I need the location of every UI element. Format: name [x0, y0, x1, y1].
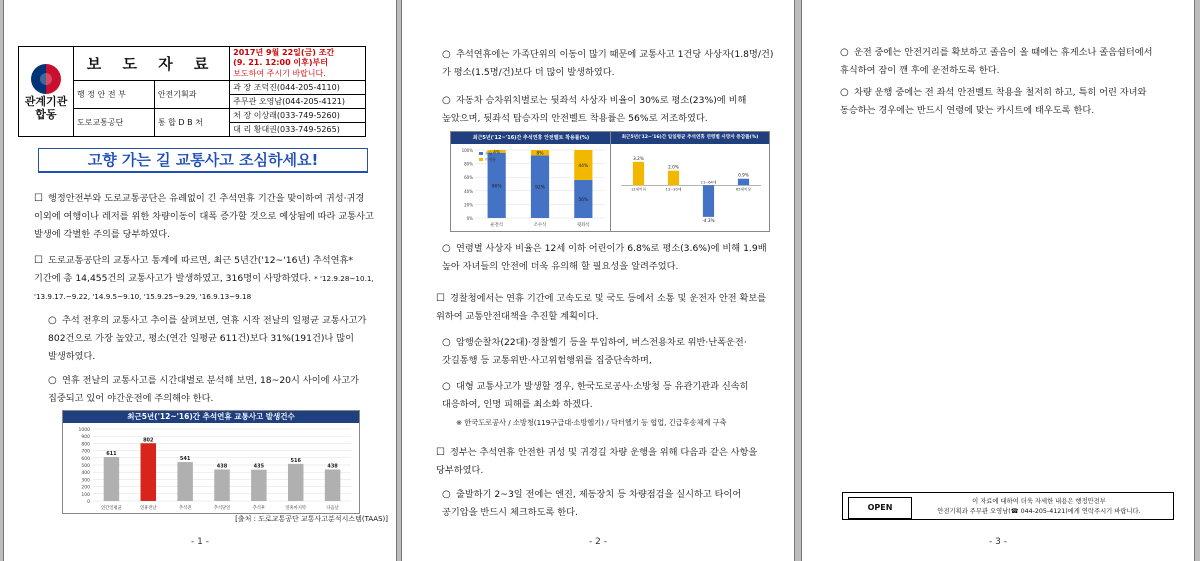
open-license-text: 이 자료에 대하여 더욱 자세한 내용은 행정안전부 안전기획과 주무관 오영남(☎ 044-205-4121)에게 연락주시기 바랍니다.: [937, 498, 1141, 515]
paragraph-3: ○ 추석 전후의 교통사고 추이를 살펴보면, 연휴 시작 전날의 일평균 교통사고가 802건으로 가장 높았고, 평소(연간 일평균 611건)보다 31%(191건)나 많이 발생하였다.: [48, 312, 374, 366]
p2-paragraph-6: ○ 대형 교통사고가 발생할 경우, 한국도로공사·소방청 등 유관기관과 신속히 대응하여, 인명 피해를 최소화 하겠다. ※ 한국도로공사 / 소방청(119구급대·소방헬기) / 닥터헬기 등 협업, 긴급후송체계 구축: [442, 378, 776, 432]
data-label: 438: [327, 463, 338, 470]
circle-bullet-icon: ○: [840, 47, 849, 58]
y-tick-label: 20%: [464, 202, 473, 208]
data-label: 541: [179, 456, 191, 463]
org-1: 행 정 안 전 부: [74, 81, 155, 109]
seatbelt-chart: [450, 131, 612, 232]
page-number: - 1 -: [191, 537, 209, 547]
bar: [325, 469, 340, 501]
y-tick-label: 100: [81, 492, 90, 498]
bar: [141, 443, 156, 501]
fatality-chart-svg: [611, 144, 769, 230]
circle-bullet-icon: ○: [48, 375, 57, 386]
legend-swatch: [479, 152, 483, 155]
open-license-logo: OPEN: [848, 497, 912, 519]
paragraph-2: ☐ 도로교통공단의 교통사고 통계에 따르면, 최근 5년간('12~'16년) 추석연휴* 기간에 총 14,455건의 교통사고가 발생하였고, 316명이 사망하였다. * '12.9.28~10.1, '13.9.17.~9.22, '14.9.5~9.10, '15.9.25~9.29, '16.9.13~9.18: [34, 252, 374, 306]
x-tick-label: 연휴마지막: [285, 506, 307, 511]
square-bullet-icon: ☐: [436, 293, 445, 304]
y-tick-label: 200: [81, 485, 90, 491]
fatality-chart: [610, 131, 770, 232]
contact-4: 대 리 황대권(033-749-5265): [230, 123, 366, 137]
x-tick-label: 추석전: [178, 506, 192, 511]
fatality-chart-title: 최근5년('12~'16)간 일일평균 추석연휴 연령별 사망자 증감률(%): [611, 132, 769, 144]
y-tick-label: 600: [81, 456, 90, 462]
bar: [214, 469, 229, 501]
page-number: - 3 -: [989, 537, 1007, 547]
bar: [703, 185, 714, 217]
p2-paragraph-2: ○ 자동차 승차위치별로는 뒷좌석 사상자 비율이 30%로 평소(23%)에 비해 높았으며, 뒷좌석 탑승자의 안전벨트 착용률은 56%로 저조하였다.: [442, 92, 776, 128]
x-tick-label: 연휴전날: [139, 506, 157, 511]
bar: [177, 462, 192, 501]
contact-1: 과 장 조덕진(044-205-4110): [230, 81, 366, 95]
data-label: 44%: [578, 163, 589, 169]
circle-bullet-icon: ○: [840, 87, 849, 98]
page-1: [3, 0, 397, 561]
p3-paragraph-1: ○ 운전 중에는 안전거리를 확보하고 졸음이 올 때에는 휴게소나 졸음쉼터에서 휴식하여 잠이 깬 후에 운전하도록 한다.: [840, 44, 1174, 80]
data-label: 435: [253, 463, 265, 470]
bar: [104, 457, 119, 501]
government-emblem-icon: [31, 64, 61, 94]
y-tick-label: 300: [81, 478, 90, 484]
x-tick-label: 21~64세: [700, 180, 717, 185]
contact-3: 처 장 이상래(033-749-5260): [230, 109, 366, 123]
x-tick-label: 추석당일: [213, 506, 231, 511]
square-bullet-icon: ☐: [436, 447, 445, 458]
dept-1: 안전기획과: [154, 81, 229, 109]
p3-paragraph-2: ○ 차량 운행 중에는 전 좌석 안전벨트 착용을 철저히 하고, 특히 어린 자녀와 동승하는 경우에는 반드시 연령에 맞는 카시트에 태우도록 한다.: [840, 84, 1174, 120]
paragraph-1: ☐ 행정안전부와 도로교통공단은 유례없이 긴 추석연휴 기간을 맞이하여 귀성·귀경 이외에 여행이나 레저를 위한 차량이동이 대폭 증가할 것으로 예상됨에 따라 교통사고 발생에 각별한 주의를 당부하였다.: [34, 190, 374, 244]
y-tick-label: 500: [81, 464, 90, 469]
data-label: 96%: [491, 184, 502, 190]
y-tick-label: 60%: [464, 175, 473, 181]
y-tick-label: 700: [81, 449, 90, 455]
accident-chart-svg: [63, 423, 359, 513]
data-label: 438: [216, 463, 228, 470]
p2-paragraph-4: ☐ 경찰청에서는 연휴 기간에 고속도로 및 국도 등에서 소통 및 운전자 안전 확보를 위하여 교통안전대책을 추진할 계획이다.: [436, 290, 776, 326]
circle-bullet-icon: ○: [48, 315, 57, 326]
page-3: [801, 0, 1195, 561]
p2-paragraph-3: ○ 연령별 사상자 비율은 12세 이하 어린이가 6.8%로 평소(3.6%)에 비해 1.9배 높아 자녀들의 안전에 더욱 유의해 할 필요성을 알려주었다.: [442, 240, 776, 276]
data-label: 92%: [534, 185, 546, 191]
bar: [633, 162, 644, 185]
page-number: - 2 -: [589, 537, 607, 547]
data-label: 611: [106, 451, 117, 458]
paragraph-4: ○ 연휴 전날의 교통사고를 시간대별로 분석해 보면, 18~20시 사이에 사고가 집중되고 있어 야간운전에 주의해야 한다.: [48, 372, 374, 408]
bar: [251, 470, 266, 501]
data-label: 2.0%: [668, 164, 679, 170]
data-label: 516: [290, 457, 301, 464]
data-label: -4.3%: [702, 217, 715, 223]
y-tick-label: 1000: [78, 428, 90, 433]
x-tick-label: 13~20세: [665, 187, 682, 192]
x-tick-label: 12세이하: [631, 187, 646, 192]
seatbelt-chart-title: 최근5년('12~'16)간 추석연휴 안전벨트 착용률(%): [451, 132, 611, 144]
bar: [288, 464, 303, 501]
note-dates: * '12.9.28~10.1, '13.9.17.~9.22, '14.9.5~9.10, '15.9.25~9.29, '16.9.13~9.18: [34, 274, 374, 301]
legend-label: 미착용: [485, 157, 497, 162]
circle-bullet-icon: ○: [442, 243, 451, 254]
dept-2: 통 합 D B 처: [154, 109, 229, 137]
legend-swatch: [479, 158, 483, 161]
square-bullet-icon: ☐: [34, 255, 43, 266]
release-date: 2017년 9월 22일(금) 조간 (9. 21. 12:00 이후)부터 보도하여 주시기 바랍니다.: [230, 47, 366, 81]
y-tick-label: 80%: [464, 161, 473, 167]
p2-paragraph-5: ○ 암행순찰차(22대)·경찰헬기 등을 투입하여, 버스전용차로 위반·난폭운전·갓길통행 등 교통위반·사고위험행위를 집중단속하며,: [442, 334, 776, 370]
y-tick-label: 900: [81, 435, 90, 441]
x-tick-label: 65세이상: [736, 187, 751, 192]
headline: 고향 가는 길 교통사고 조심하세요!: [38, 148, 368, 172]
accident-chart: [62, 410, 360, 514]
data-label: 8%: [536, 151, 544, 157]
data-label: 3.2%: [633, 155, 644, 161]
contact-2: 주무관 오영남(044-205-4121): [230, 95, 366, 109]
circle-bullet-icon: ○: [442, 489, 451, 500]
press-release-header: [18, 46, 366, 137]
data-label: 802: [143, 437, 154, 444]
bar: [738, 179, 749, 186]
data-label: 0.9%: [738, 172, 749, 178]
p2-paragraph-7: ☐ 정부는 추석연휴 안전한 귀성 및 귀경길 차량 운행을 위해 다음과 같은 사항을 당부하였다.: [436, 444, 776, 480]
circle-bullet-icon: ○: [442, 95, 451, 106]
y-tick-label: 100%: [461, 148, 473, 153]
circle-bullet-icon: ○: [442, 49, 451, 60]
x-tick-label: 연간일평균: [101, 506, 122, 511]
agency-label: 관계기관 합동: [24, 95, 68, 121]
doc-type: 보 도 자 료: [74, 47, 230, 81]
p2-paragraph-1: ○ 추석연휴에는 가족단위의 이동이 많기 때문에 교통사고 1건당 사상자(1.8명/건)가 평소(1.5명/건)보다 더 많이 발생하였다.: [442, 46, 776, 82]
x-tick-label: 운전석: [490, 223, 503, 228]
circle-bullet-icon: ○: [442, 381, 451, 392]
headline-underline: [38, 171, 368, 173]
data-label: 4%: [493, 150, 501, 156]
seatbelt-chart-svg: [451, 144, 611, 230]
chart-title: 최근5년('12~'16)간 추석연휴 교통사고 발생건수: [63, 411, 359, 423]
y-tick-label: 40%: [464, 188, 473, 194]
p2-note: ※ 한국도로공사 / 소방청(119구급대·소방헬기) / 닥터헬기 등 협업, 긴급후송체계 구축: [456, 418, 727, 427]
y-tick-label: 800: [81, 442, 90, 448]
x-tick-label: 다음날: [326, 506, 339, 511]
square-bullet-icon: ☐: [34, 193, 43, 204]
p2-paragraph-8: ○ 출발하기 2~3일 전에는 엔진, 제동장치 등 차량점검을 실시하고 타이어 공기압을 반드시 체크하도록 한다.: [442, 486, 776, 522]
circle-bullet-icon: ○: [442, 337, 451, 348]
bar: [668, 171, 679, 186]
y-tick-label: 400: [81, 471, 90, 477]
y-tick-label: 0%: [466, 216, 473, 221]
agency-cell: [19, 47, 74, 137]
chart-source: [출처 : 도로교통공단 교통사고분석시스템(TAAS)]: [235, 515, 388, 523]
x-tick-label: 추석후: [252, 506, 266, 511]
page-2: [401, 0, 795, 561]
x-tick-label: 조수석: [533, 223, 547, 228]
x-tick-label: 뒷좌석: [577, 223, 590, 228]
legend-label: 착용: [485, 151, 493, 156]
data-label: 56%: [578, 197, 589, 203]
y-tick-label: 0: [87, 500, 90, 505]
org-2: 도로교통공단: [74, 109, 155, 137]
